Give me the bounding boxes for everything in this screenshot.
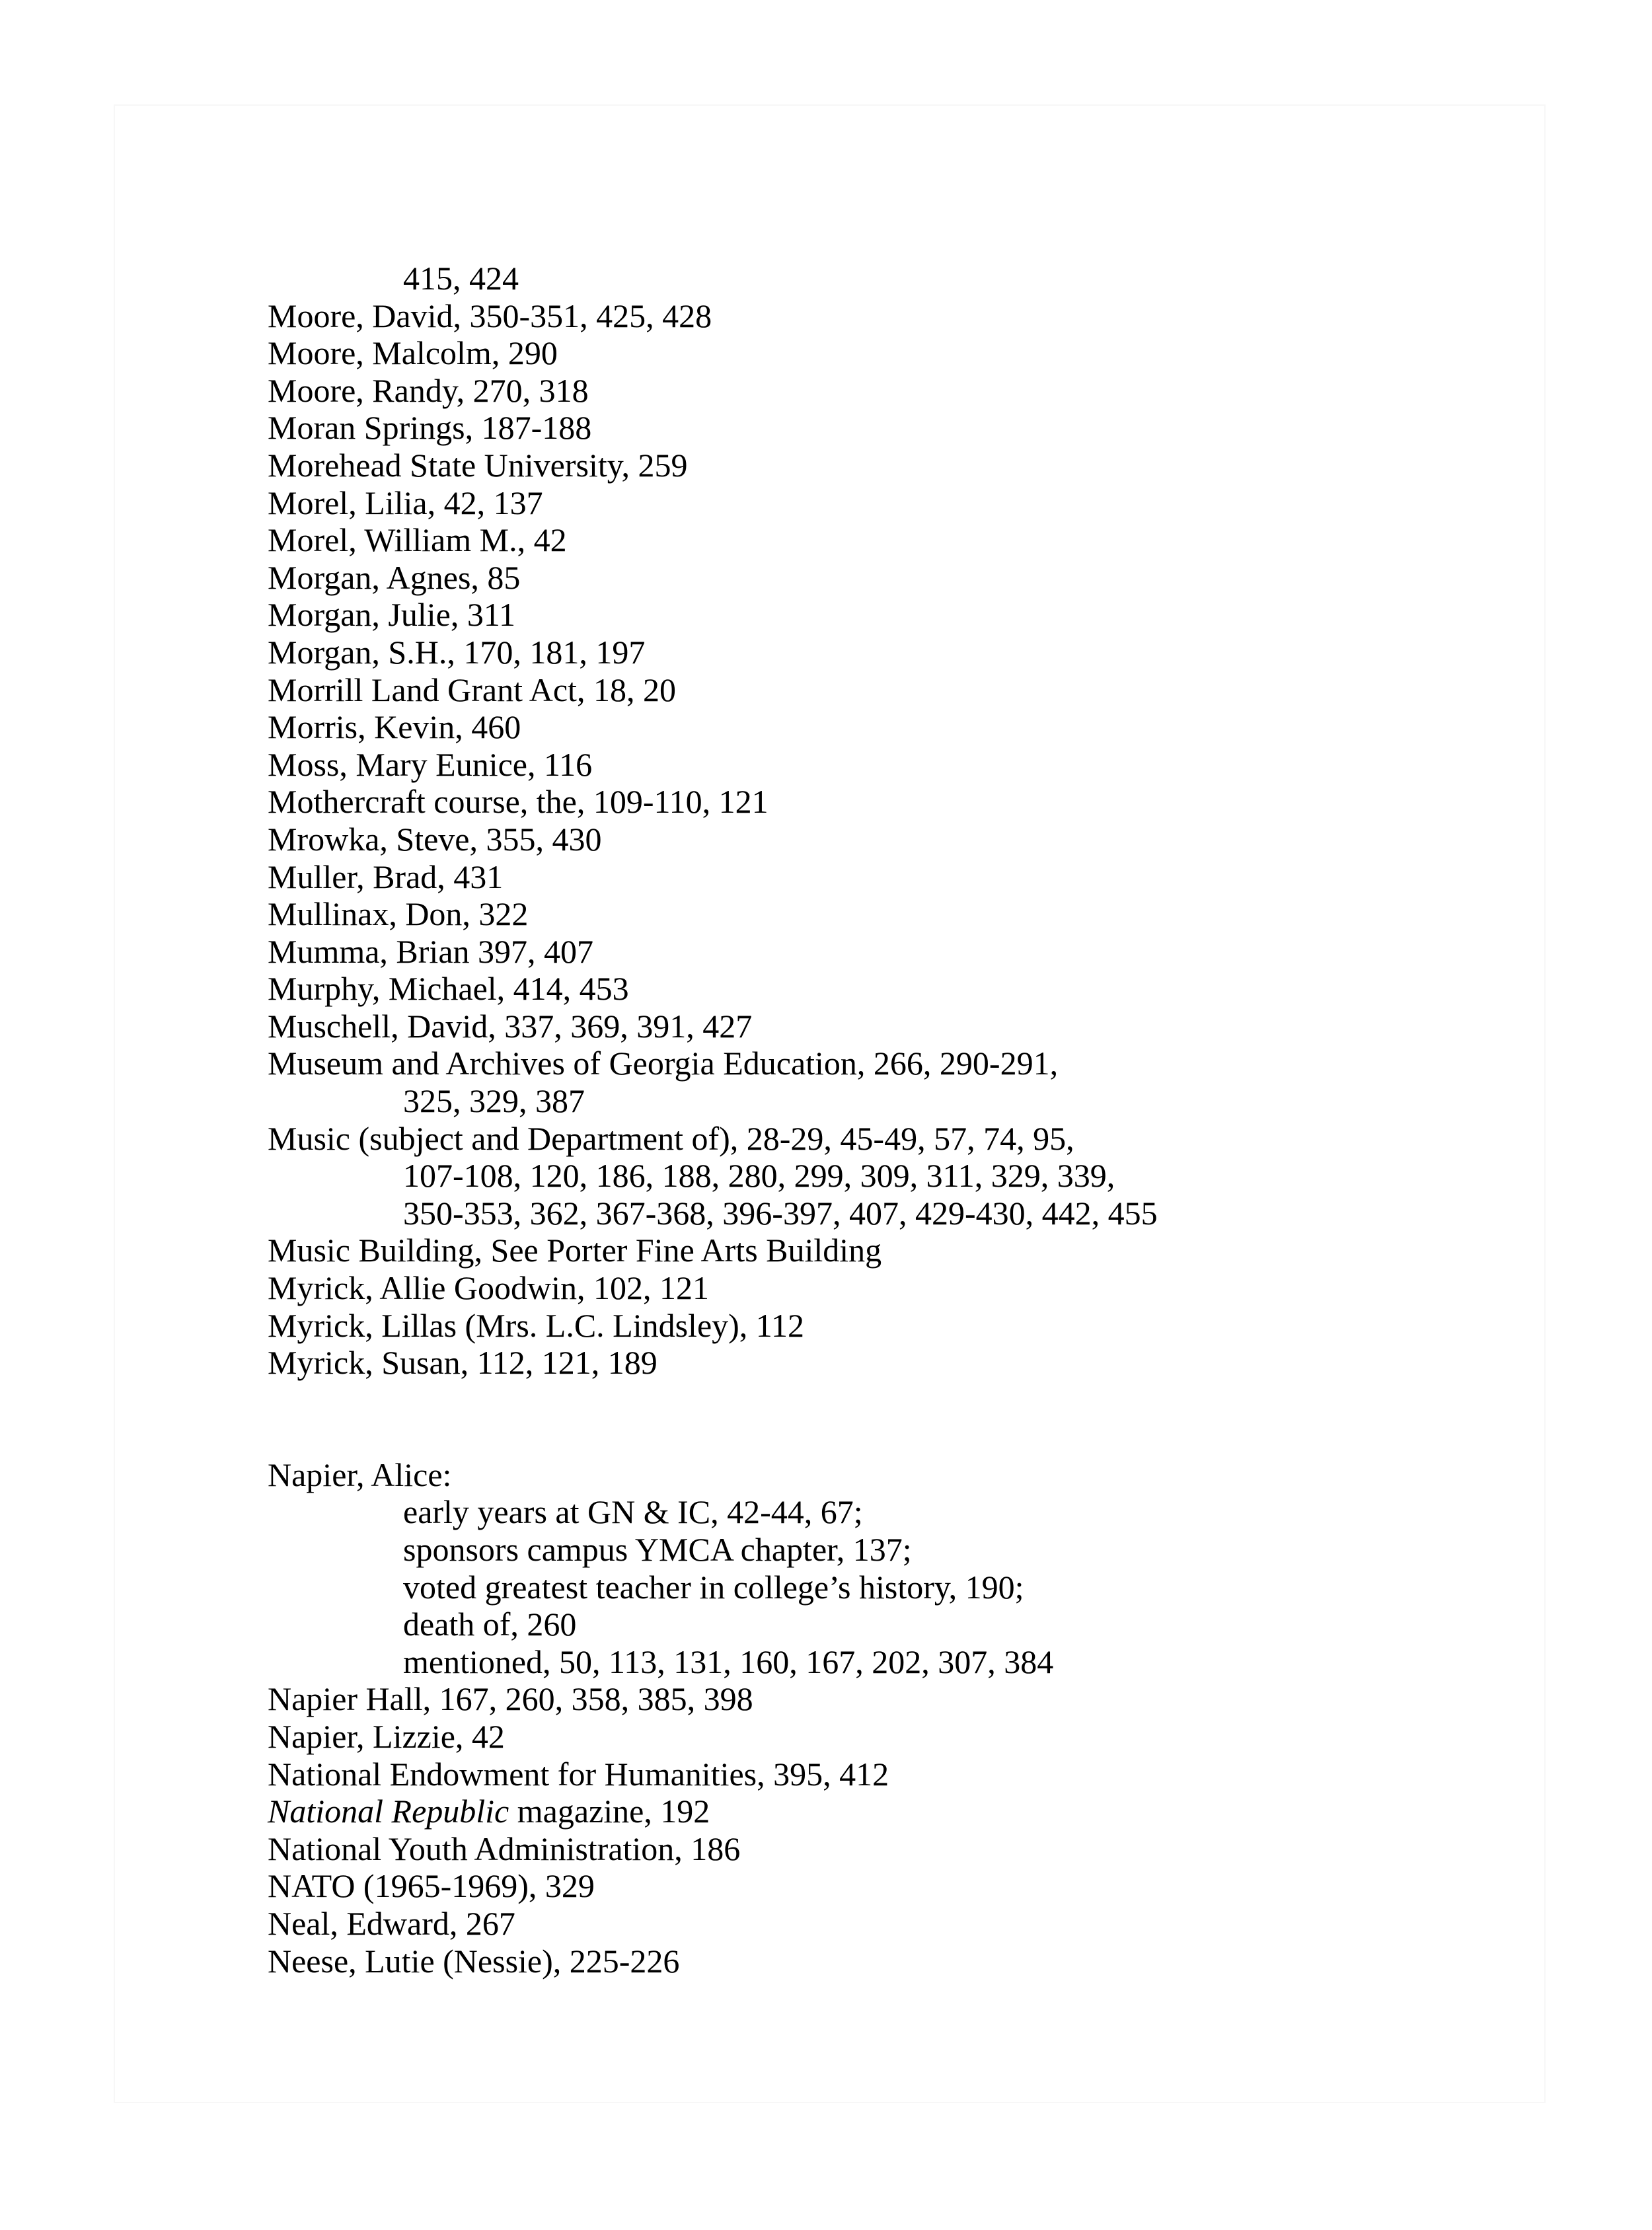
index-entry: Moore, David, 350-351, 425, 428 — [268, 297, 712, 334]
index-entry-locator: magazine, 192 — [509, 1793, 710, 1830]
index-entry: National Endowment for Humanities, 395, 412 — [268, 1755, 889, 1793]
index-entry: Morel, Lilia, 42, 137 — [268, 484, 543, 521]
index-entry: Morris, Kevin, 460 — [268, 708, 521, 746]
index-entry: Neese, Lutie (Nessie), 225-226 — [268, 1942, 680, 1980]
index-entry: Napier Hall, 167, 260, 358, 385, 398 — [268, 1680, 753, 1718]
publication-title: National Republic — [268, 1793, 509, 1830]
index-entry: Mumma, Brian 397, 407 — [268, 932, 594, 970]
index-entry: Muller, Brad, 431 — [268, 858, 504, 895]
index-entry: Moss, Mary Eunice, 116 — [268, 745, 593, 783]
index-entry: Myrick, Allie Goodwin, 102, 121 — [268, 1269, 710, 1307]
index-entry: Murphy, Michael, 414, 453 — [268, 970, 629, 1008]
index-entry: Moore, Randy, 270, 318 — [268, 371, 589, 409]
index-subentry: early years at GN & IC, 42-44, 67; — [403, 1493, 863, 1531]
index-subentry: death of, 260 — [403, 1606, 577, 1643]
index-entry: Morgan, Agnes, 85 — [268, 558, 521, 596]
index-entry-continuation: 325, 329, 387 — [403, 1082, 585, 1120]
index-subentry: voted greatest teacher in college’s history, 190; — [403, 1568, 1024, 1606]
index-entry: Neal, Edward, 267 — [268, 1904, 515, 1942]
index-entry: Morgan, Julie, 311 — [268, 596, 515, 634]
index-entry: 415, 424 — [403, 260, 519, 297]
index-entry: Morel, William M., 42 — [268, 521, 567, 559]
index-entry: Myrick, Lillas (Mrs. L.C. Lindsley), 112 — [268, 1306, 804, 1344]
index-entry: Moore, Malcolm, 290 — [268, 334, 558, 372]
index-entry-continuation: 107-108, 120, 186, 188, 280, 299, 309, 311, 329, 339, — [403, 1157, 1115, 1195]
index-entry: Morgan, S.H., 170, 181, 197 — [268, 633, 646, 671]
index-entry: Napier, Lizzie, 42 — [268, 1717, 505, 1755]
index-entry: Morehead State University, 259 — [268, 446, 688, 484]
index-entry: Music (subject and Department of), 28-29, 45-49, 57, 74, 95, — [268, 1119, 1074, 1157]
index-entry: Mothercraft course, the, 109-110, 121 — [268, 783, 769, 821]
index-entry: Museum and Archives of Georgia Education, 266, 290-291, — [268, 1045, 1059, 1082]
index-entry: Muschell, David, 337, 369, 391, 427 — [268, 1007, 753, 1045]
index-entry: Myrick, Susan, 112, 121, 189 — [268, 1344, 657, 1382]
index-subentry: mentioned, 50, 113, 131, 160, 167, 202, 307, 384 — [403, 1643, 1054, 1680]
index-entry: Music Building, See Porter Fine Arts Building — [268, 1232, 882, 1269]
index-entry: Napier, Alice: — [268, 1456, 452, 1493]
section-gap — [268, 1382, 1556, 1456]
index-entry-continuation: 350-353, 362, 367-368, 396-397, 407, 429-430, 442, 455 — [403, 1194, 1158, 1232]
index-entry: Moran Springs, 187-188 — [268, 409, 592, 447]
index-entry: Morrill Land Grant Act, 18, 20 — [268, 671, 676, 708]
index-list — [268, 260, 1556, 1980]
index-entry: Mullinax, Don, 322 — [268, 895, 529, 933]
index-entry: Mrowka, Steve, 355, 430 — [268, 820, 602, 858]
index-subentry: sponsors campus YMCA chapter, 137; — [403, 1531, 912, 1568]
index-entry: NATO (1965-1969), 329 — [268, 1867, 595, 1905]
index-entry: National Youth Administration, 186 — [268, 1830, 741, 1867]
index-entry — [268, 1793, 1556, 1830]
